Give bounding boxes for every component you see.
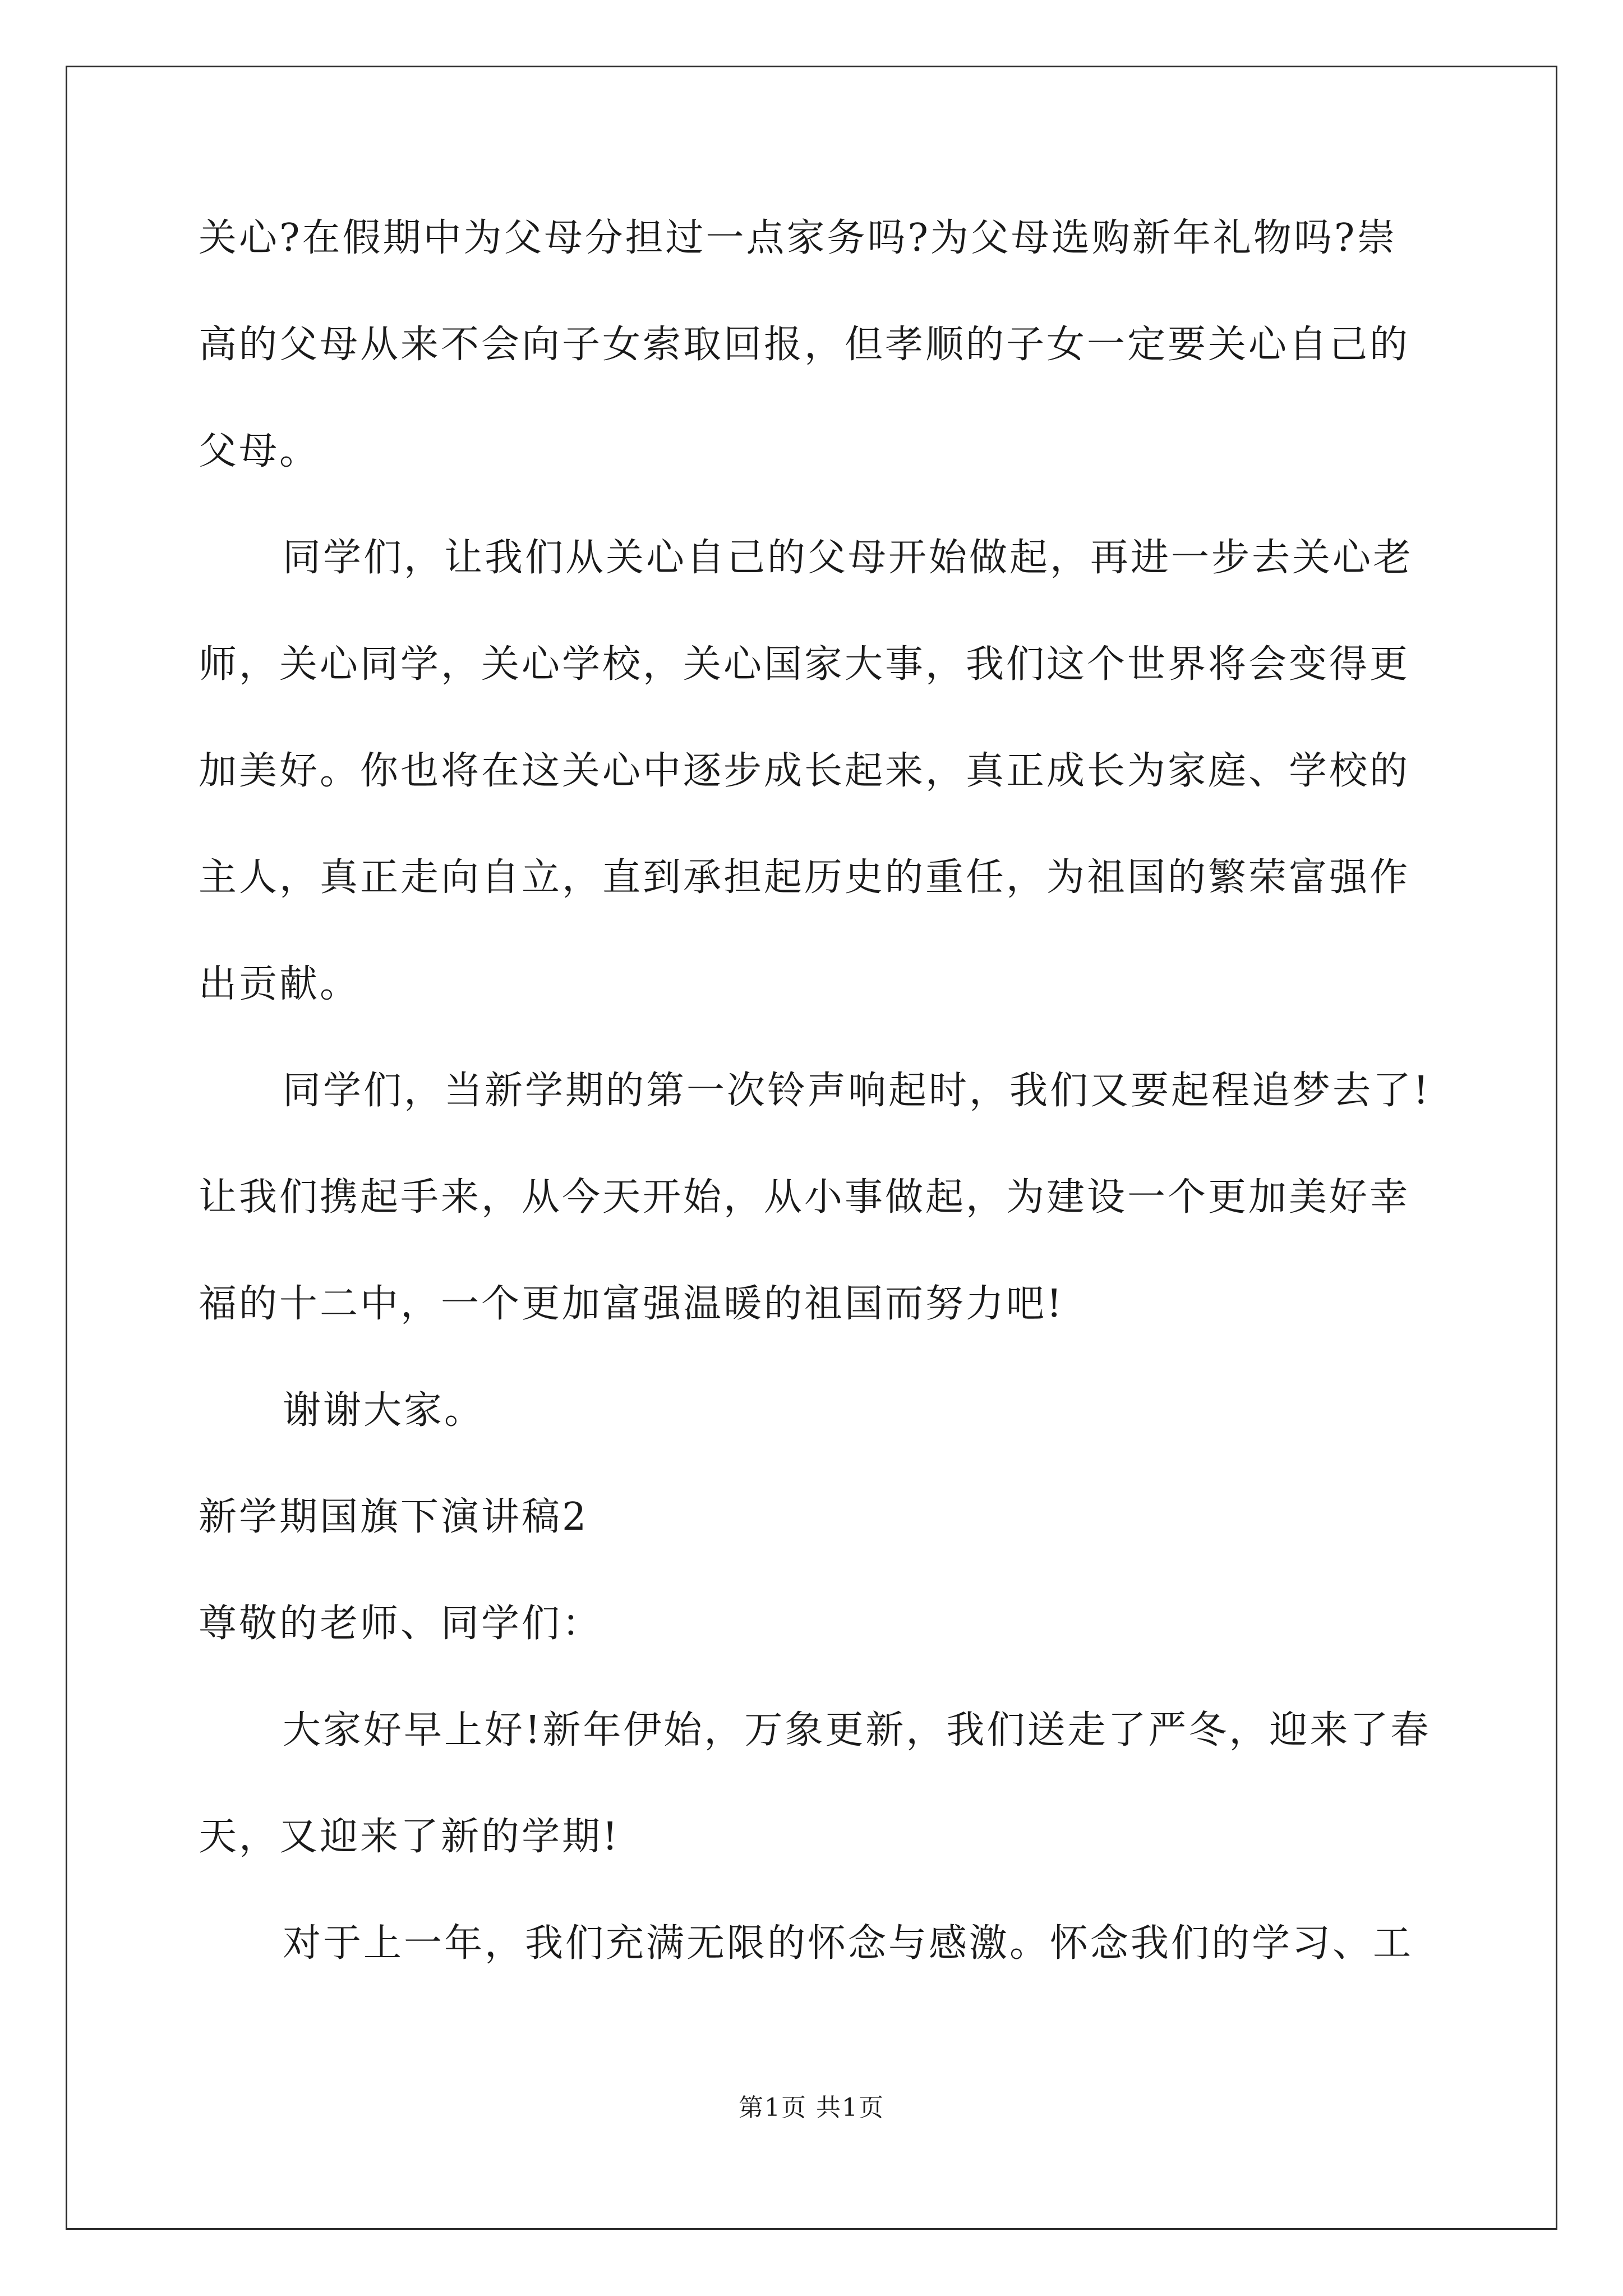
text-line-5: 师，关心同学，关心学校，关心国家大事，我们这个世界将会变得更 xyxy=(199,642,1410,687)
text-line-11: 福的十二中，一个更加富强温暖的祖国而努力吧! xyxy=(199,1282,1064,1326)
paragraph-indent-line: 大家好早上好!新年伊始，万象更新，我们送走了严冬，迎来了春 xyxy=(283,1708,1431,1752)
text-line-1: 关心?在假期中为父母分担过一点家务吗?为父母选购新年礼物吗?崇 xyxy=(199,216,1398,260)
paragraph-indent-line: 对于上一年，我们充满无限的怀念与感激。怀念我们的学习、工 xyxy=(283,1921,1414,1966)
text-line-16: 天，又迎来了新的学期! xyxy=(199,1815,620,1859)
page-border xyxy=(66,66,1557,2230)
paragraph-indent-line: 同学们，当新学期的第一次铃声响起时，我们又要起程追梦去了! xyxy=(283,1069,1431,1113)
text-line-2: 高的父母从来不会向子女索取回报，但孝顺的子女一定要关心自己的 xyxy=(199,323,1410,367)
text-line-6: 加美好。你也将在这关心中逐步成长起来，真正成长为家庭、学校的 xyxy=(199,749,1410,793)
text-line-8: 出贡献。 xyxy=(199,962,361,1006)
salutation: 尊敬的老师、同学们： xyxy=(199,1602,603,1646)
text-line-3: 父母。 xyxy=(199,429,320,473)
paragraph-indent-line: 谢谢大家。 xyxy=(283,1388,485,1433)
page-footer: 第1页 共1页 xyxy=(739,2093,884,2122)
section-title: 新学期国旗下演讲稿2 xyxy=(199,1495,589,1539)
paragraph-indent-line: 同学们，让我们从关心自己的父母开始做起，再进一步去关心老 xyxy=(283,536,1414,580)
text-line-7: 主人，真正走向自立，直到承担起历史的重任，为祖国的繁荣富强作 xyxy=(199,855,1410,900)
text-line-10: 让我们携起手来，从今天开始，从小事做起，为建设一个更加美好幸 xyxy=(199,1175,1410,1220)
